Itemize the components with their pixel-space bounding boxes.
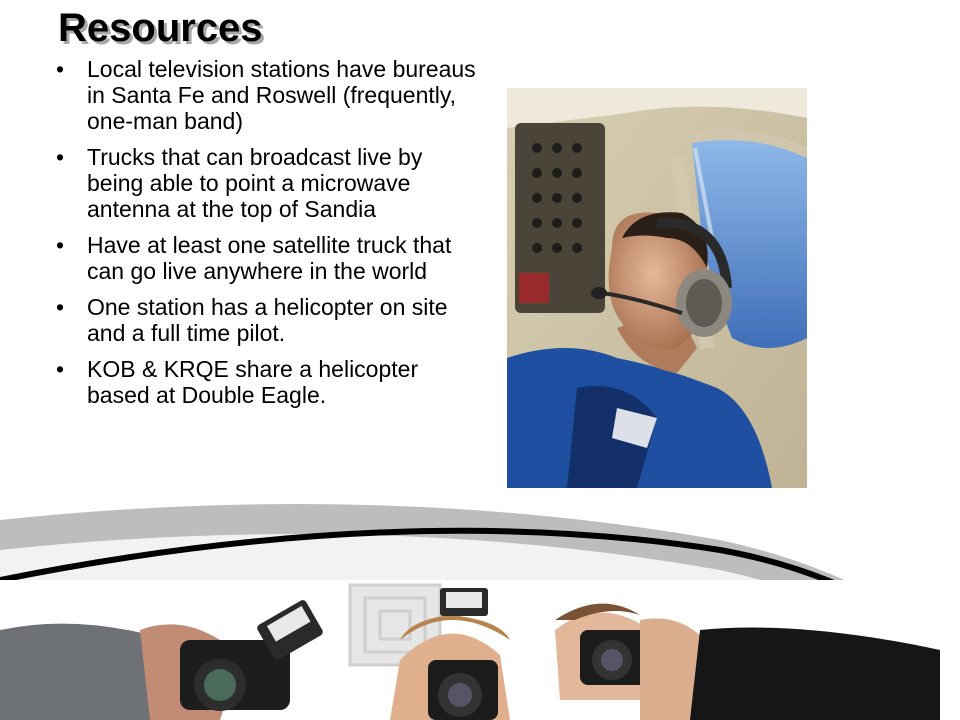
bullet-text: Have at least one satellite truck that can go live anywhere in the world xyxy=(87,232,452,284)
bullet-text: One station has a helicopter on site and a full time pilot. xyxy=(87,294,448,346)
bullet-dot: • xyxy=(56,56,65,82)
bullet-dot: • xyxy=(56,144,65,170)
bullet-text: Local television stations have bureaus in Santa Fe and Roswell (frequently, one-man band) xyxy=(87,56,476,134)
bullet-text: KOB & KRQE share a helicopter based at Double Eagle. xyxy=(87,356,419,408)
pilot-photo xyxy=(507,88,807,488)
photographers-image xyxy=(0,560,960,720)
bullet-dot: • xyxy=(56,232,65,258)
list-item xyxy=(52,356,482,408)
bullet-text: Trucks that can broadcast live by being able to point a microwave antenna at the top of Sandia xyxy=(87,144,423,222)
list-item xyxy=(52,144,482,222)
bullet-dot: • xyxy=(56,294,65,320)
bullet-dot: • xyxy=(56,356,65,382)
list-item xyxy=(52,232,482,284)
list-item xyxy=(52,294,482,346)
bullet-list xyxy=(52,56,482,418)
slide-title: Resources xyxy=(58,6,263,50)
list-item xyxy=(52,56,482,134)
